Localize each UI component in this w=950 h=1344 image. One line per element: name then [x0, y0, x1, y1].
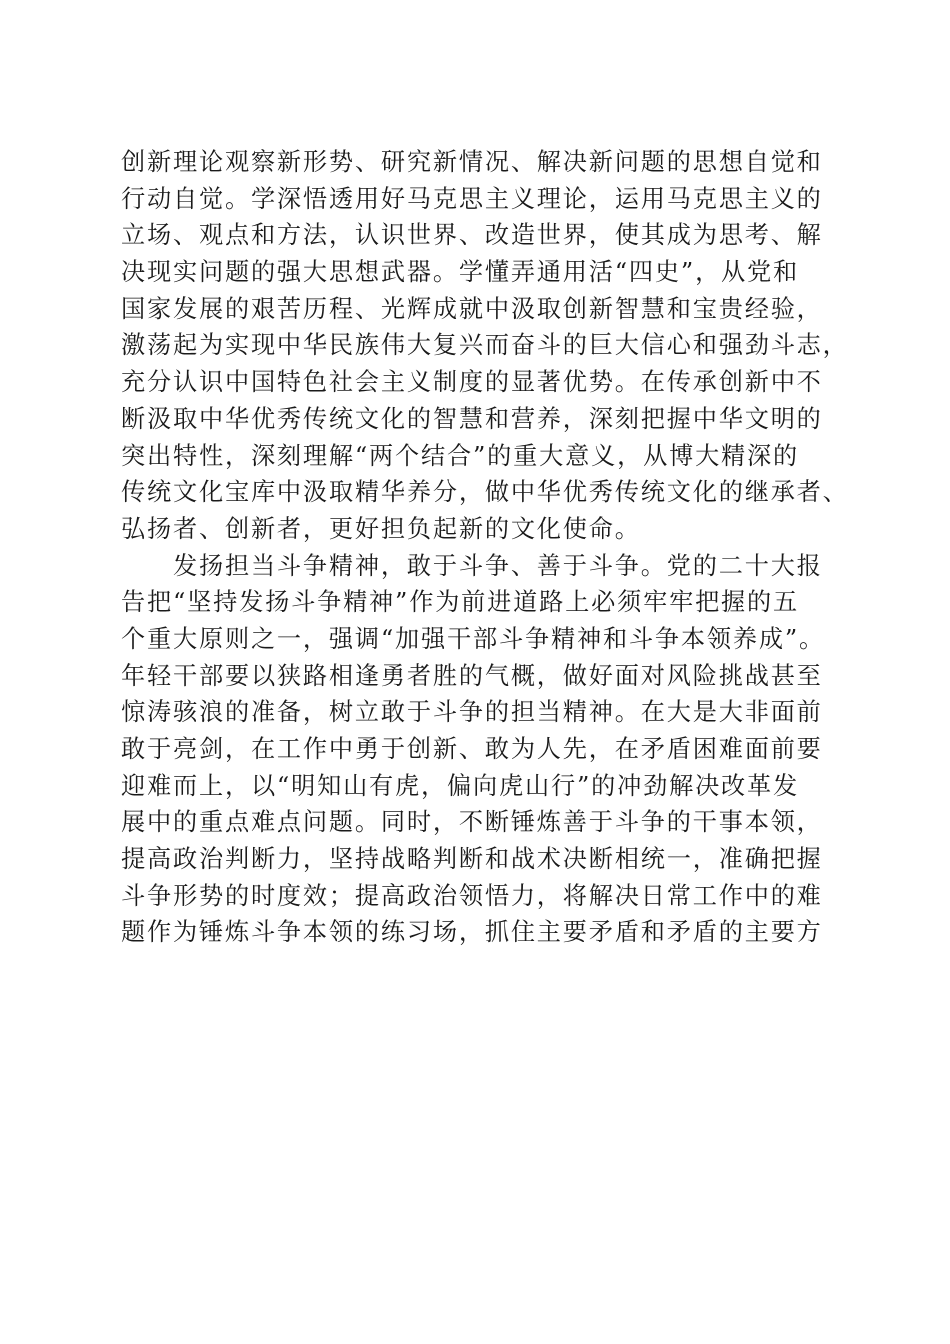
paragraph-1	[121, 144, 851, 548]
text-line: 斗争形势的时度效；提高政治领悟力，将解决日常工作中的难	[121, 881, 823, 910]
text-line: 充分认识中国特色社会主义制度的显著优势。在传承创新中不	[121, 368, 823, 397]
text-line: 激荡起为实现中华民族伟大复兴而奋斗的巨大信心和强劲斗志，	[121, 331, 849, 360]
text-line: 年轻干部要以狭路相逢勇者胜的气概，做好面对风险挑战甚至	[121, 661, 823, 690]
text-line: 提高政治判断力，坚持战略判断和战术决断相统一，准确把握	[121, 845, 823, 874]
body-text	[121, 144, 851, 951]
text-line: 行动自觉。学深悟透用好马克思主义理论，运用马克思主义的	[121, 184, 823, 213]
text-line: 个重大原则之一，强调“加强干部斗争精神和斗争本领养成”。	[121, 624, 826, 653]
text-line: 弘扬者、创新者，更好担负起新的文化使命。	[121, 514, 641, 543]
text-line: 迎难而上，以“明知山有虎，偏向虎山行”的冲劲解决改革发	[121, 771, 800, 800]
text-line: 惊涛骇浪的准备，树立敢于斗争的担当精神。在大是大非面前	[121, 698, 823, 727]
text-line: 突出特性，深刻理解“两个结合”的重大意义，从博大精深的	[121, 441, 800, 470]
text-line: 创新理论观察新形势、研究新情况、解决新问题的思想自觉和	[121, 148, 823, 176]
text-line: 决现实问题的强大思想武器。学懂弄通用活“四史”，从党和	[121, 258, 800, 287]
text-line: 展中的重点难点问题。同时，不断锤炼善于斗争的干事本领，	[121, 808, 823, 837]
paragraph-2	[121, 548, 851, 952]
text-line: 国家发展的艰苦历程、光辉成就中汲取创新智慧和宝贵经验，	[121, 294, 823, 323]
text-line: 传统文化宝库中汲取精华养分，做中华优秀传统文化的继承者、	[121, 478, 849, 507]
text-line: 断汲取中华优秀传统文化的智慧和营养，深刻把握中华文明的	[121, 404, 823, 433]
text-line: 发扬担当斗争精神，敢于斗争、善于斗争。党的二十大报	[121, 551, 823, 580]
text-line: 敢于亮剑，在工作中勇于创新、敢为人先，在矛盾困难面前要	[121, 735, 823, 763]
text-line: 立场、观点和方法，认识世界、改造世界，使其成为思考、解	[121, 221, 823, 250]
text-line: 告把“坚持发扬斗争精神”作为前进道路上必须牢牢把握的五	[121, 588, 800, 617]
text-line: 题作为锤炼斗争本领的练习场，抓住主要矛盾和矛盾的主要方	[121, 918, 823, 947]
